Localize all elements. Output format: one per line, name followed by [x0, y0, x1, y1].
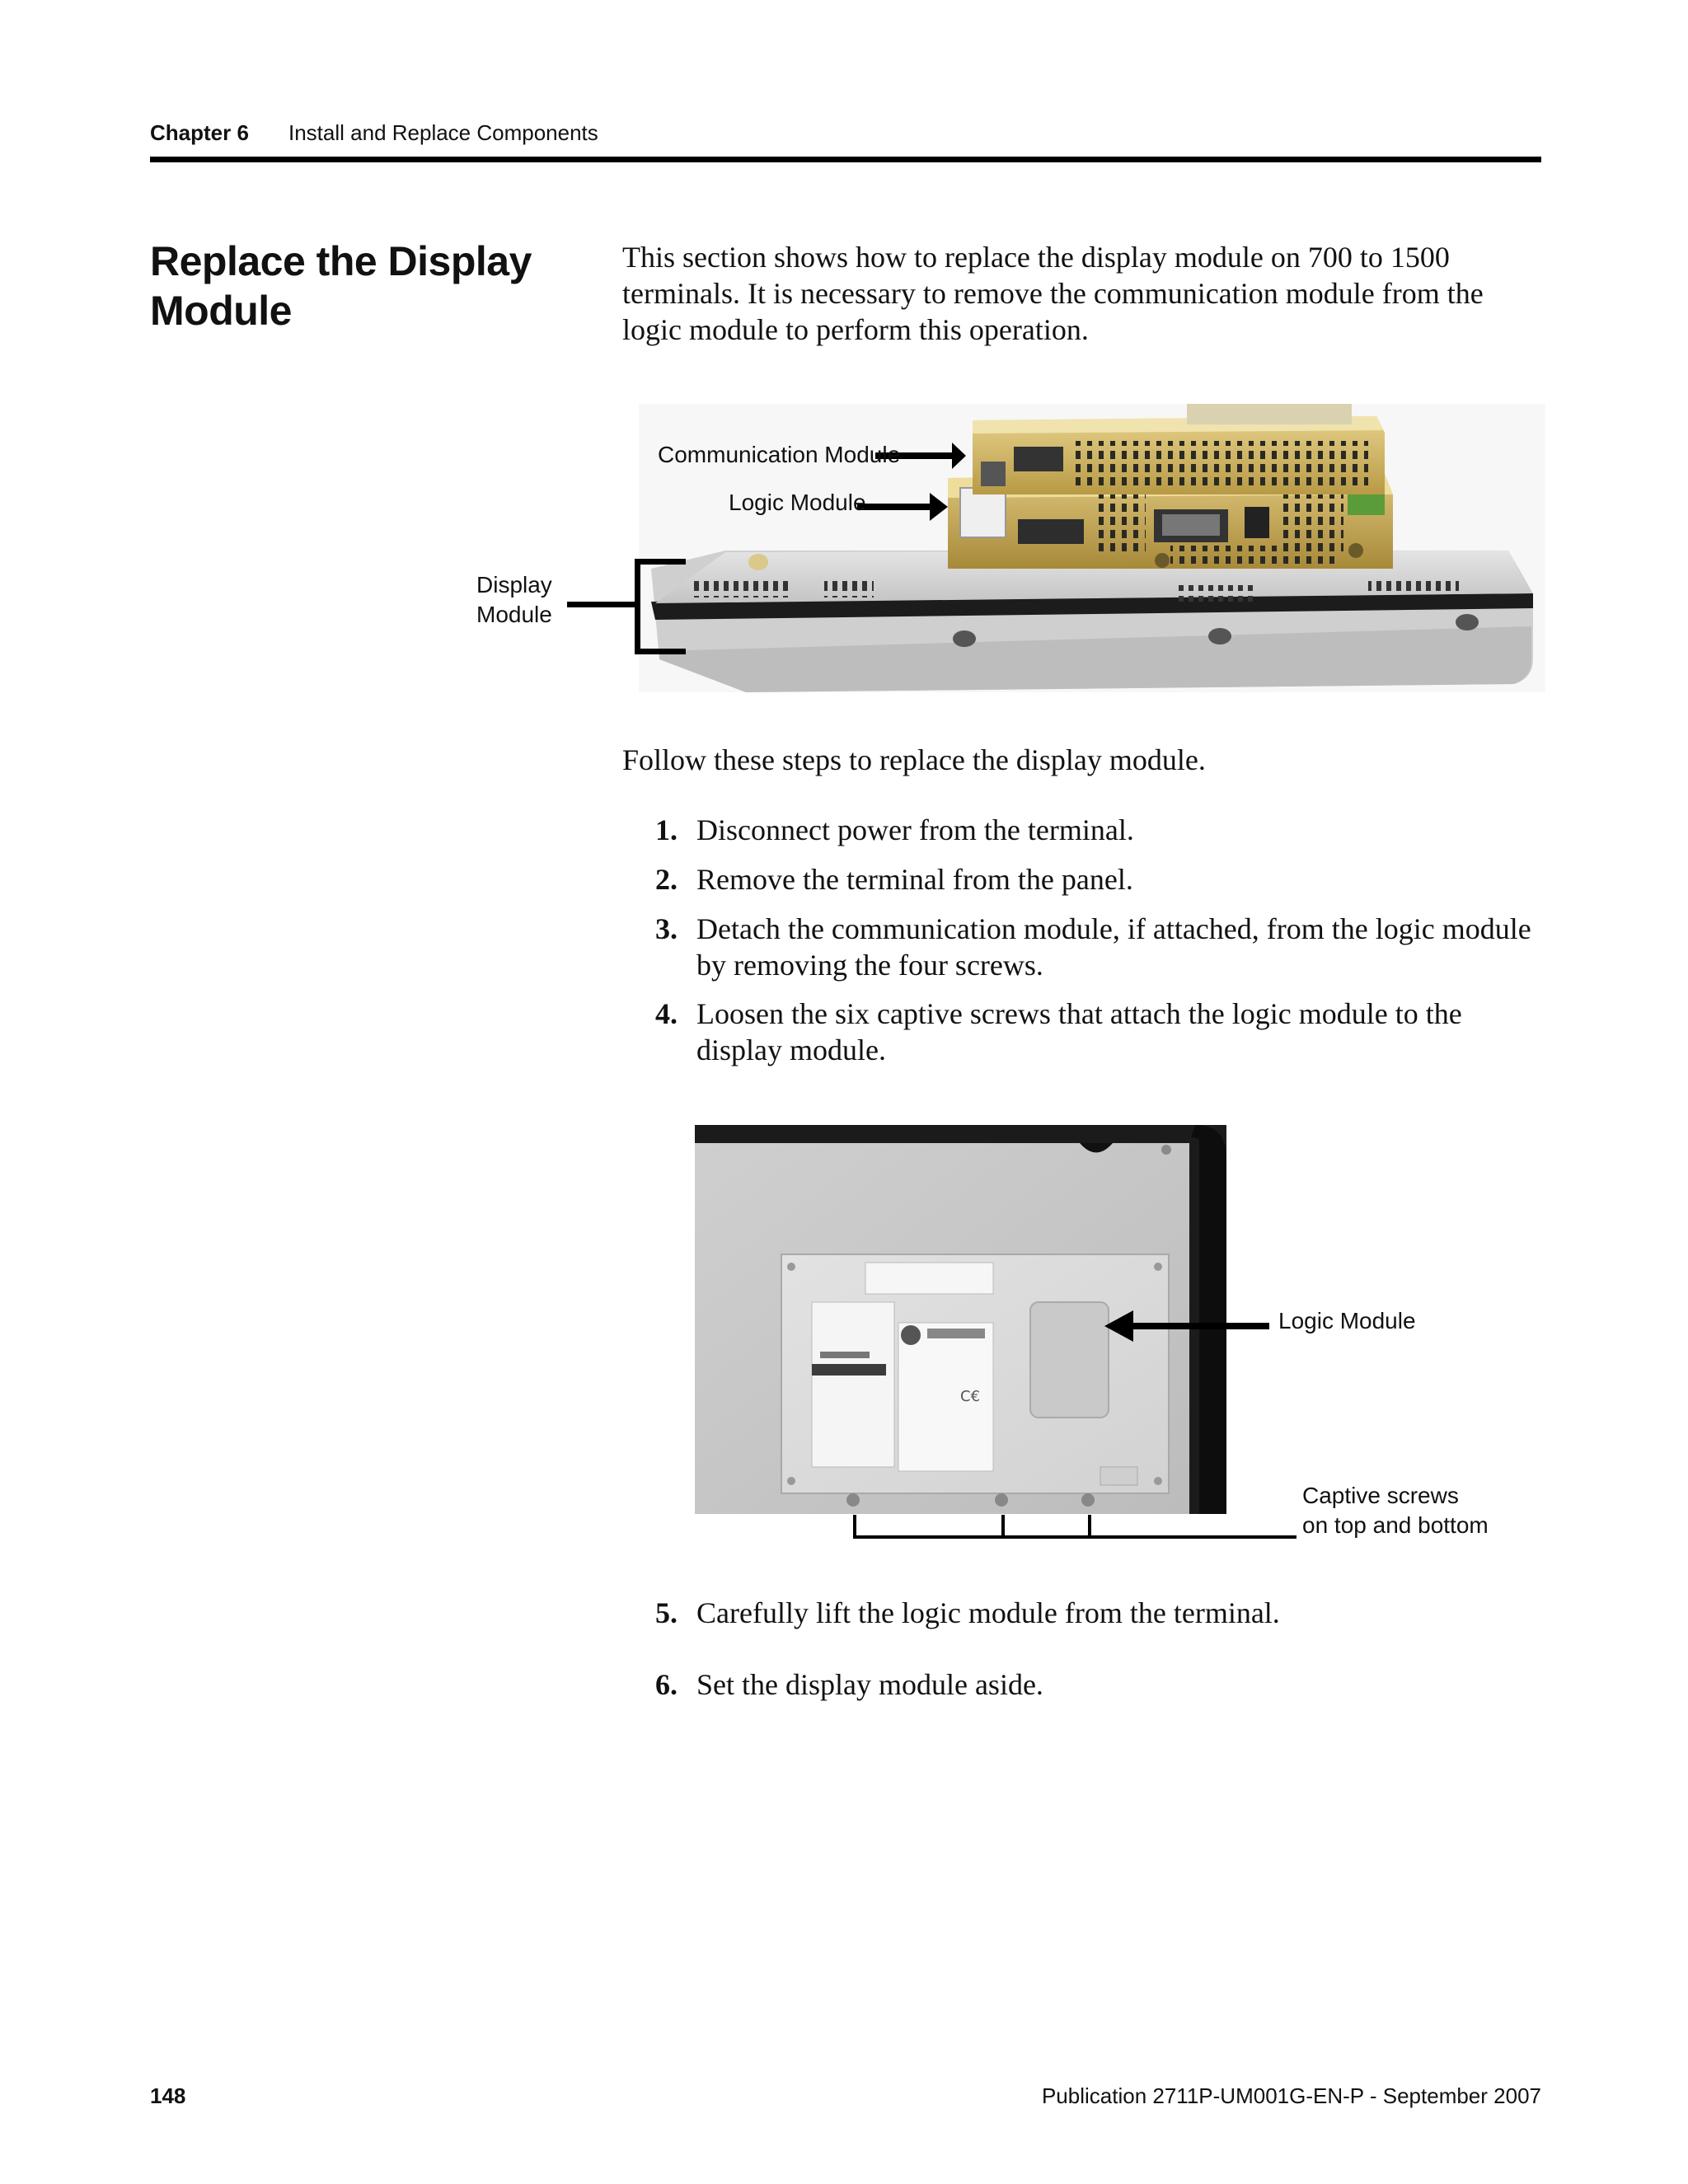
label-captive-screws-line1: Captive screws [1302, 1483, 1459, 1508]
step-number: 6. [655, 1668, 678, 1701]
label-display-line2: Module [476, 602, 552, 627]
step-number: 3. [655, 912, 678, 945]
step-5 [655, 1595, 1545, 1631]
rear-panel-photo [695, 1125, 1226, 1514]
steps-intro: Follow these steps to replace the display module. [622, 743, 1206, 776]
step-number: 4. [655, 997, 678, 1030]
publication-info: Publication 2711P-UM001G-EN-P - September 2007 [1041, 2083, 1541, 2108]
label-logic-module: Logic Module [729, 490, 866, 515]
step-number: 5. [655, 1596, 678, 1629]
step-number: 2. [655, 863, 678, 896]
label-communication-module: Communication Module [658, 442, 901, 467]
step-text: Set the display module aside. [696, 1668, 1043, 1701]
step-text: Disconnect power from the terminal. [696, 813, 1134, 846]
step-text: Carefully lift the logic module from the terminal. [696, 1596, 1280, 1629]
label-logic-module-rear: Logic Module [1278, 1308, 1416, 1333]
chapter-number: Chapter 6 [150, 120, 249, 145]
intro-paragraph: This section shows how to replace the display module on 700 to 1500 terminals. It is necessary to remove the communication module from the logic module to perform this operation. [622, 241, 1484, 346]
label-display-line1: Display [476, 572, 552, 598]
captive-screws-leader [853, 1515, 1296, 1539]
step-text: Loosen the six captive screws that attach the logic module to the display module. [696, 997, 1462, 1066]
section-heading: Replace the Display Module [150, 238, 532, 334]
page-number: 148 [150, 2083, 186, 2108]
step-number: 1. [655, 813, 678, 846]
step-text: Detach the communication module, if attached, from the logic module by removing the four screws. [696, 912, 1531, 982]
step-6 [655, 1666, 1545, 1703]
chapter-title: Install and Replace Components [288, 120, 598, 145]
step-text: Remove the terminal from the panel. [696, 863, 1133, 896]
label-captive-screws-line2: on top and bottom [1302, 1512, 1489, 1538]
ce-mark-icon: C€ [960, 1388, 981, 1405]
